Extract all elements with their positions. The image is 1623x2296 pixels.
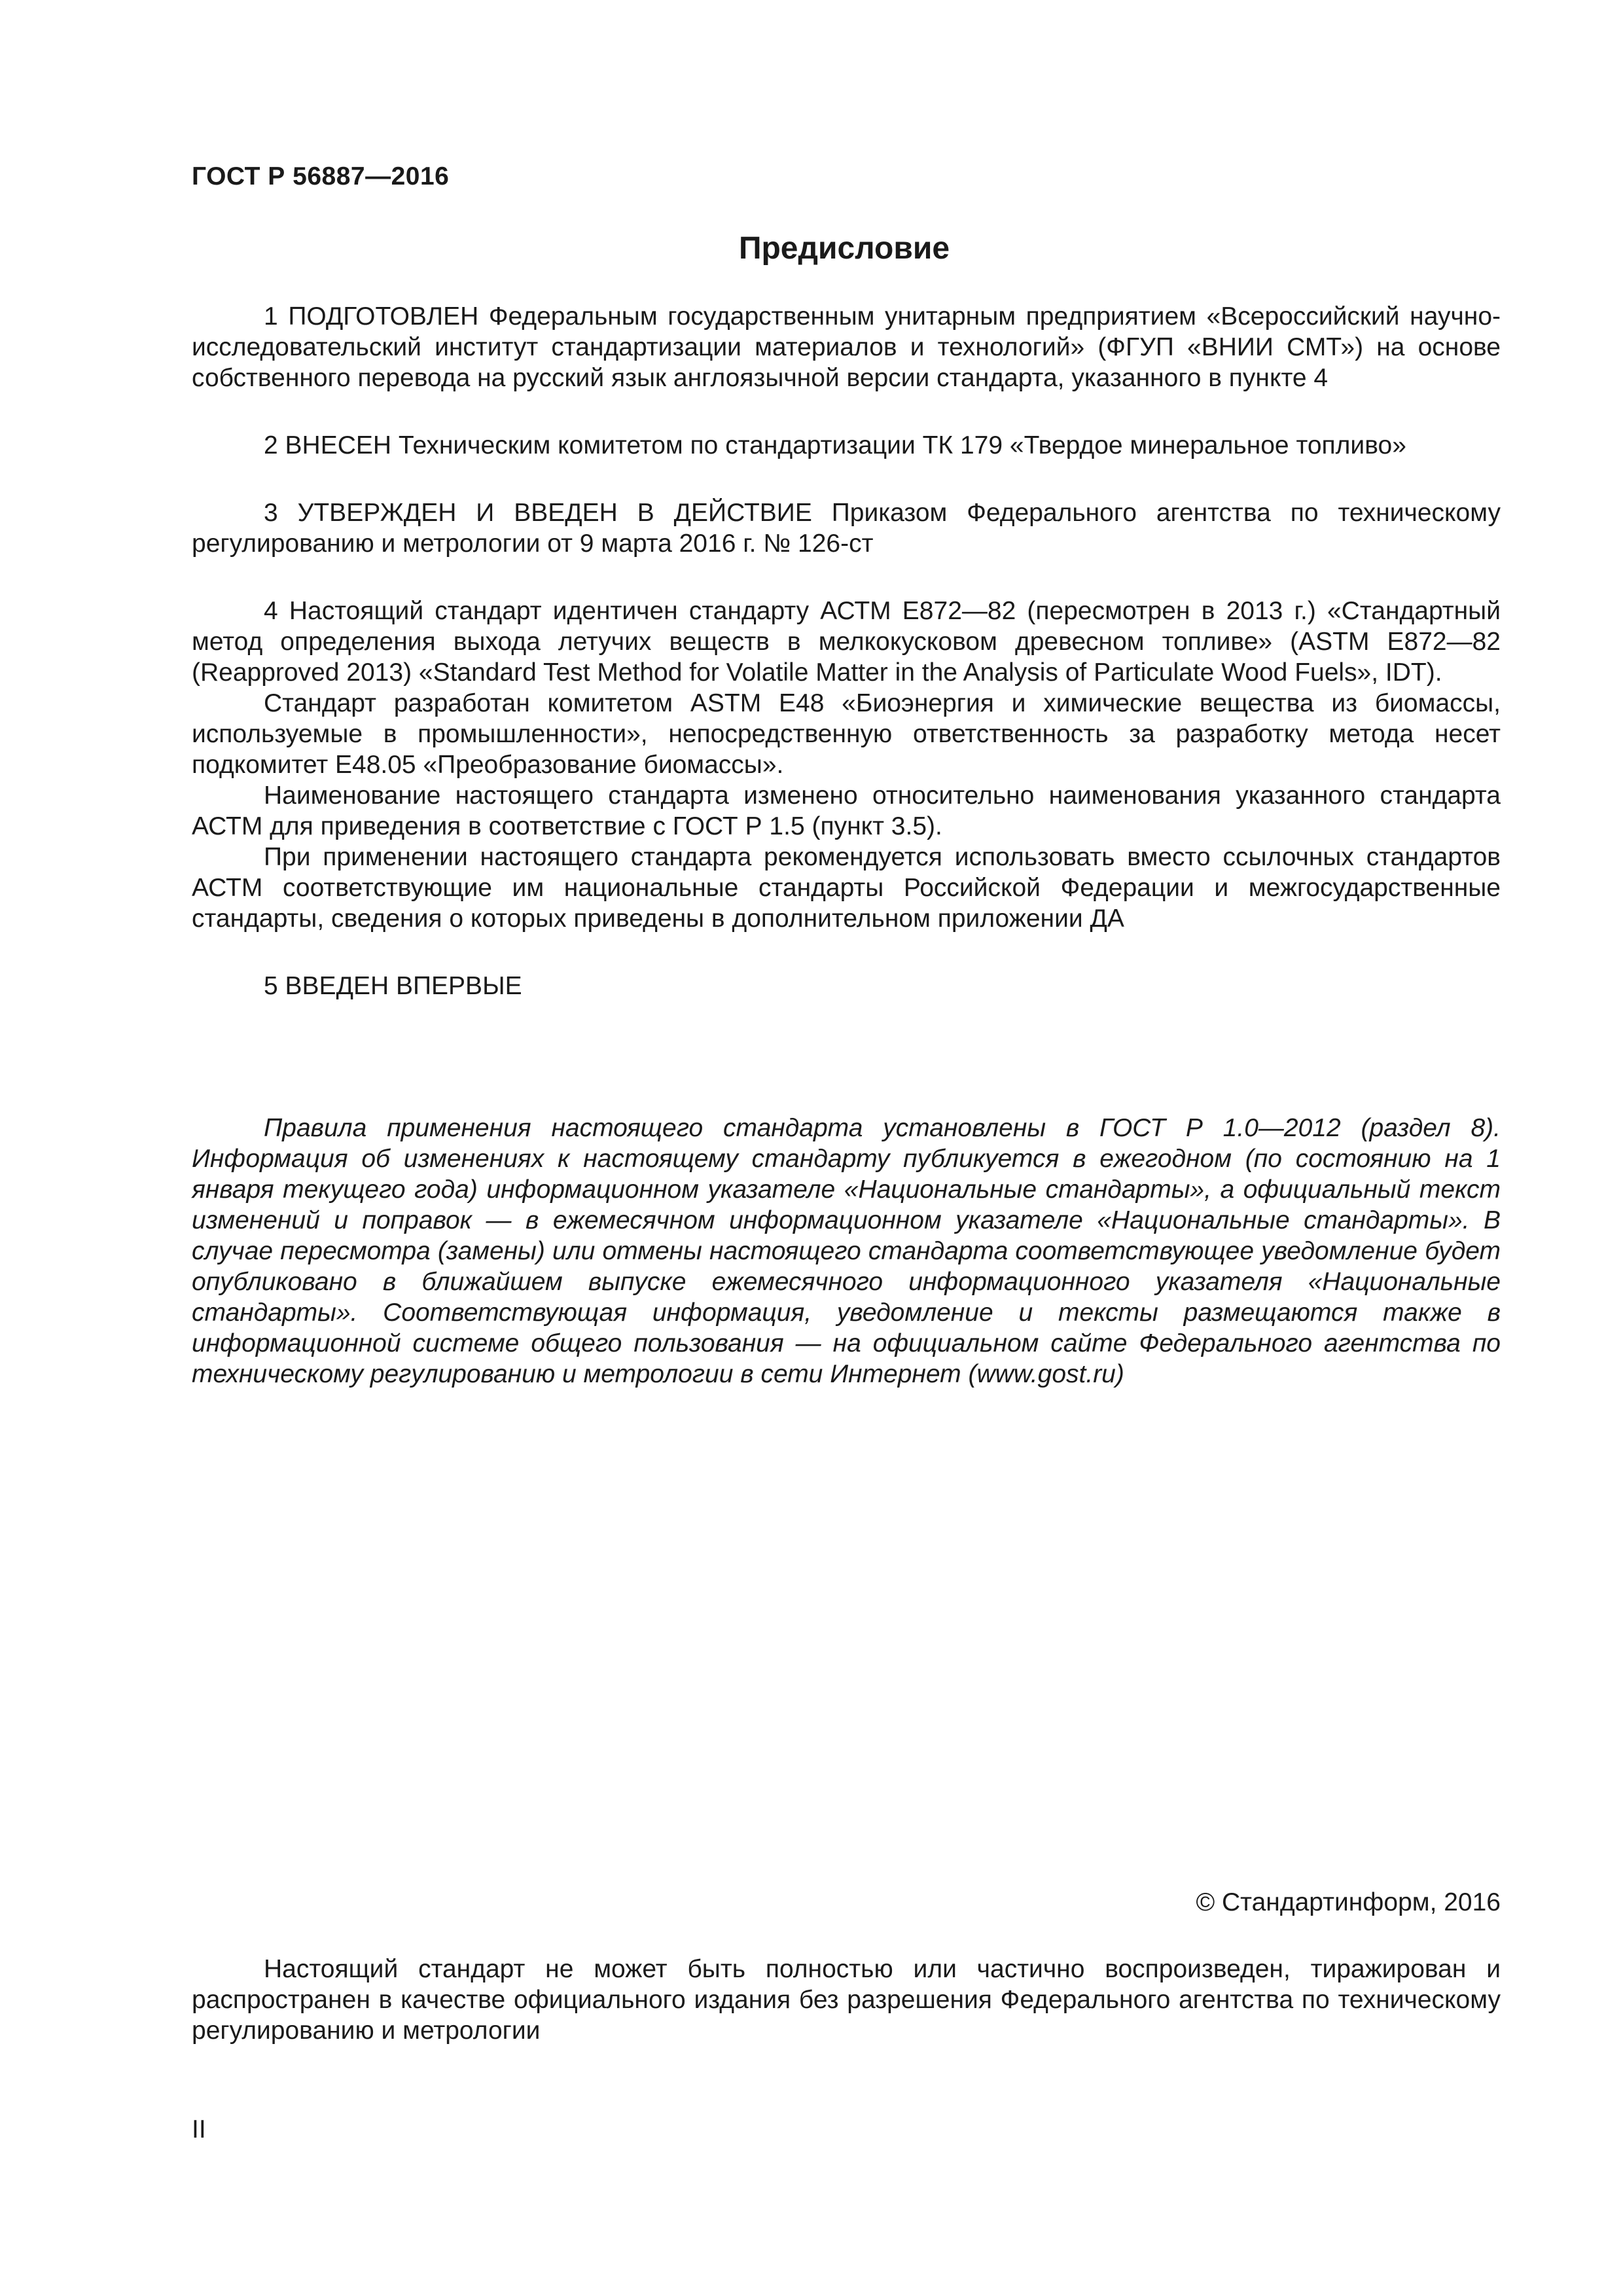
section-5-text: 5 ВВЕДЕН ВПЕРВЫЕ xyxy=(264,972,522,1000)
legal-notice-text: Настоящий стандарт не может быть полностью или частично воспроизведен, тиражирован и распространен в качестве официального издания без разрешения Федерального агентства по техническому регулированию и метрологии xyxy=(192,1955,1501,2045)
rules-notice xyxy=(192,1113,1501,1390)
section-4-text: 4 Настоящий стандарт идентичен стандарту АСТМ Е872—82 (пересмотрен в 2013 г.) «Стандартный метод определения выхода летучих веществ в мелкокусковом древесном топливе» (ASTM E872—82 (Reapproved 2013) «Standard Test Method for Volatile Matter in the Analysis of Particulate Wood Fuels», IDT). xyxy=(192,597,1501,687)
document-code: ГОСТ Р 56887—2016 xyxy=(192,162,450,190)
section-3-text: 3 УТВЕРЖДЕН И ВВЕДЕН В ДЕЙСТВИЕ Приказом Федерального агентства по техническому регулированию и метрологии от 9 марта 2016 г. № 126-ст xyxy=(192,499,1501,558)
legal-notice xyxy=(192,1954,1501,2046)
section-1-text: 1 ПОДГОТОВЛЕН Федеральным государственным унитарным предприятием «Всероссийский научно-исследовательский институт стандартизации материалов и технологий» (ФГУП «ВНИИ СМТ») на основе собственного перевода на русский язык англоязычной версии стандарта, указанного в пункте 4 xyxy=(192,302,1501,392)
section-4-references-text: При применении настоящего стандарта рекомендуется использовать вместо ссылочных стандартов АСТМ соответствующие им национальные стандарты Российской Федерации и межгосударственные стандарты, сведения о которых приведены в дополнительном приложении ДА xyxy=(192,843,1501,933)
section-4-committee-text: Стандарт разработан комитетом ASTM E48 «Биоэнергия и химические вещества из биомассы, используемые в промышленности», непосредственную ответственность за разработку метода несет подкомитет Е48.05 «Преобразование биомассы». xyxy=(192,689,1501,779)
page-number: II xyxy=(192,2115,206,2144)
section-4-name-change-text: Наименование настоящего стандарта изменено относительно наименования указанного стандарта АСТМ для приведения в соответствие с ГОСТ Р 1.5 (пункт 3.5). xyxy=(192,781,1501,840)
rules-notice-text: Правила применения настоящего стандарта установлены в ГОСТ Р 1.0—2012 (раздел 8). Информация об изменениях к настоящему стандарту публикуется в ежегодном (по состоянию на 1 января текущего года) информационном указателе «Национальные стандарты», а официальный текст изменений и поправок — в ежемесячном информационном указателе «Национальные стандарты». В случае пересмотра (замены) или отмены настоящего стандарта соответствующее уведомление будет опубликовано в ближайшем выпуске ежемесячного информационного указателя «Национальные стандарты». Соответствующая информация, уведомление и тексты размещаются также в информационной системе общего пользования — на официальном сайте Федерального агентства по техническому регулированию и метрологии в сети Интернет (www.gost.ru) xyxy=(192,1114,1501,1388)
foreword-body xyxy=(192,301,1501,1001)
page-title: Предисловие xyxy=(738,231,950,266)
section-2-text: 2 ВНЕСЕН Техническим комитетом по стандартизации ТК 179 «Твердое минеральное топливо» xyxy=(264,431,1406,459)
copyright-line: © Стандартинформ, 2016 xyxy=(1196,1888,1501,1916)
